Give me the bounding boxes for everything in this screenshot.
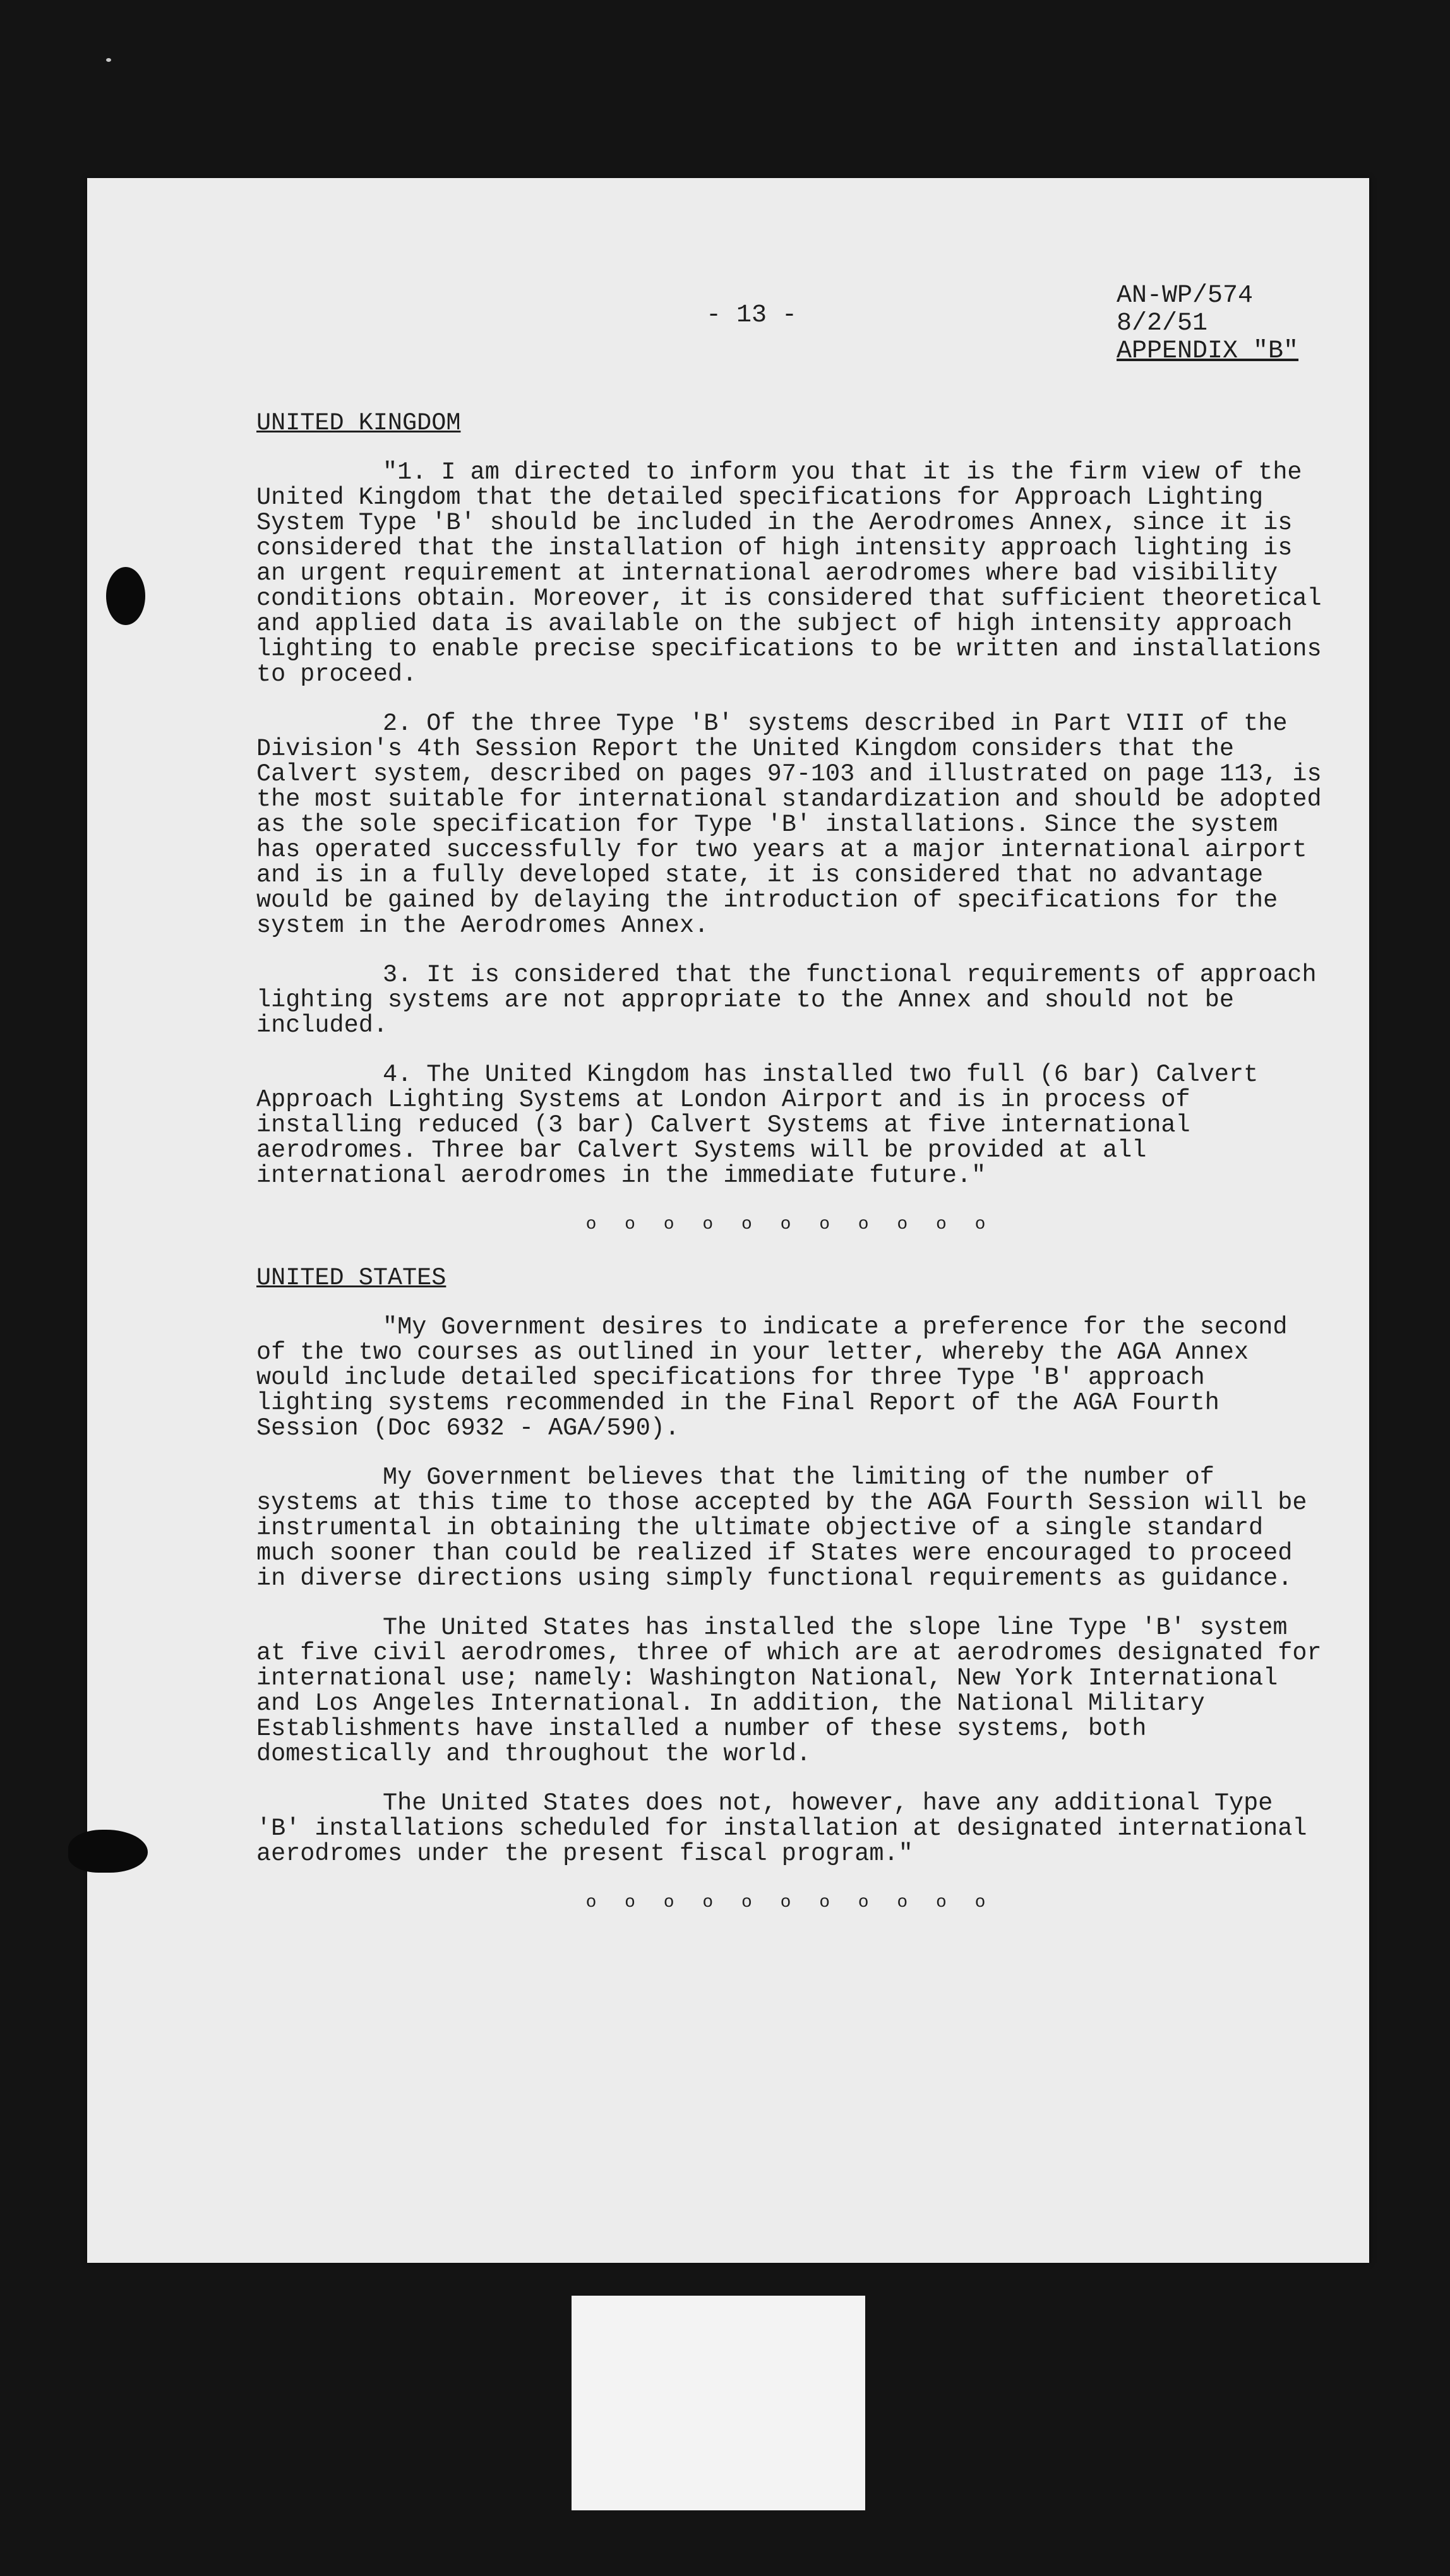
film-speck — [106, 58, 111, 62]
paragraph: 3. It is considered that the functional requirements of approach lighting systems are not appropriate to the Annex and should not be included. — [256, 961, 1317, 1039]
section-heading: UNITED KINGDOM — [256, 409, 461, 437]
page-number: - 13 - — [706, 301, 798, 330]
section-separator: o o o o o o o o o o o — [585, 1215, 995, 1234]
document-page — [87, 178, 1369, 2263]
paragraph: The United States has installed the slope line Type 'B' system at five civil aerodromes, three of which are at aerodromes designated for international use; namely: Washington National, New York International and Los Angeles International. In addition, the National Military Establishments have installed a number of these systems, both domestically and throughout the world. — [256, 1614, 1322, 1768]
punch-hole-mark — [68, 1830, 148, 1873]
section-united-kingdom — [256, 410, 1324, 1237]
section-united-states — [256, 1265, 1324, 1916]
paragraph: "My Government desires to indicate a preference for the second of the two courses as outlined in your letter, whereby the AGA Annex would include detailed specifications for three Type 'B' approach lighting systems recommended in the Final Report of the AGA Fourth Session (Doc 6932 - AGA/590). — [256, 1313, 1288, 1442]
document-reference — [1117, 282, 1298, 366]
section-separator: o o o o o o o o o o o — [585, 1893, 995, 1912]
paragraph: 2. Of the three Type 'B' systems described in Part VIII of the Division's 4th Session Report the United Kingdom considers that the Calvert system, described on pages 97-103 and illustrated on page 113, is the most suitable for international standardization and should be adopted as the sole specification for Type 'B' installations. Since the system has operated successfully for two years at a major international airport and is in a fully developed state, it is considered that no advantage would be gained by delaying the introduction of specifications for the system in the Aerodromes Annex. — [256, 710, 1322, 939]
paragraph: "1. I am directed to inform you that it is the firm view of the United Kingdom that the detailed specifications for Approach Lighting System Type 'B' should be included in the Aerodromes Annex, since it is considered that the installation of high intensity approach lighting is an urgent requirement at international aerodromes where bad visibility conditions obtain. Moreover, it is considered that sufficient theoretical and applied data is available on the subject of high intensity approach lighting to enable precise specifications to be written and installations to proceed. — [256, 458, 1322, 688]
paragraph: 4. The United Kingdom has installed two full (6 bar) Calvert Approach Lighting Systems at London Airport and is in process of installing reduced (3 bar) Calvert Systems at five international aerodromes. Three bar Calvert Systems will be provided at all international aerodromes in the immediate future." — [256, 1061, 1259, 1190]
section-heading: UNITED STATES — [256, 1264, 446, 1292]
paragraph: The United States does not, however, have any additional Type 'B' installations scheduled for installation at designated international aerodromes under the present fiscal program." — [256, 1789, 1307, 1868]
blank-slip — [572, 2296, 865, 2510]
document-body — [256, 410, 1324, 1943]
punch-hole-mark — [106, 567, 145, 625]
paragraph: My Government believes that the limiting of the number of systems at this time to those accepted by the AGA Fourth Session will be instrumental in obtaining the ultimate objective of a single standard much sooner than could be realized if States were encouraged to proceed in diverse directions using simply functional requirements as guidance. — [256, 1464, 1307, 1592]
ref-date: 8/2/51 — [1117, 309, 1208, 338]
appendix-label: APPENDIX "B" — [1117, 337, 1299, 366]
ref-code: AN-WP/574 — [1117, 282, 1254, 310]
